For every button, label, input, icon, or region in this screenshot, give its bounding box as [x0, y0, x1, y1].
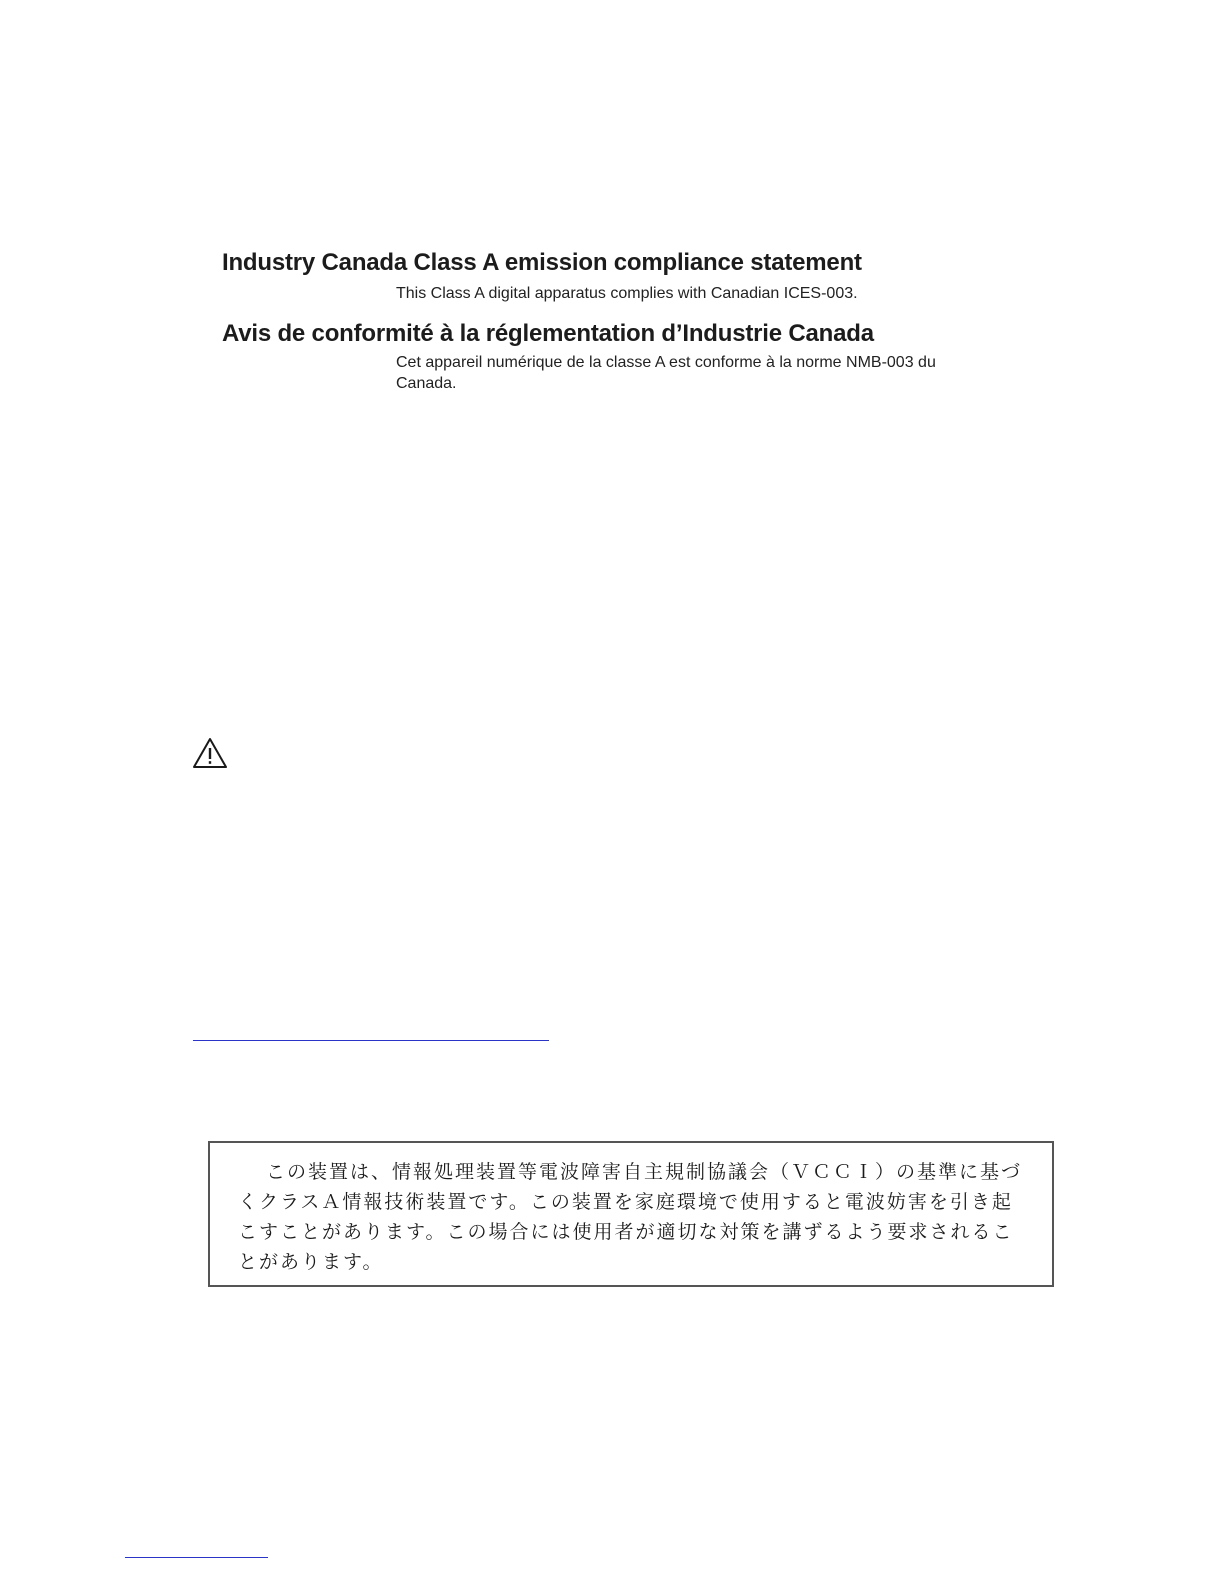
footer-link-underline[interactable] — [125, 1557, 268, 1558]
link-underline[interactable] — [193, 1040, 549, 1041]
vcci-statement-text: この装置は、情報処理装置等電波障害自主規制協議会（ＶＣＣＩ）の基準に基づくクラスＡ情報技術装置です。この装置を家庭環境で使用すると電波妨害を引き起こすことがあります。この場合には使用者が適切な対策を講ずるよう要求されることがあります。 — [238, 1161, 1023, 1273]
warning-triangle-icon — [192, 737, 228, 769]
industry-canada-text-en: This Class A digital apparatus complies with Canadian ICES-003. — [396, 285, 858, 302]
industry-canada-heading-fr: Avis de conformité à la réglementation d’Industrie Canada — [222, 320, 874, 347]
vcci-statement-box — [208, 1141, 1054, 1287]
industry-canada-heading-en: Industry Canada Class A emission compliance statement — [222, 249, 862, 276]
industry-canada-text-fr: Cet appareil numérique de la classe A est conforme à la norme NMB-003 du Canada. — [396, 354, 936, 392]
